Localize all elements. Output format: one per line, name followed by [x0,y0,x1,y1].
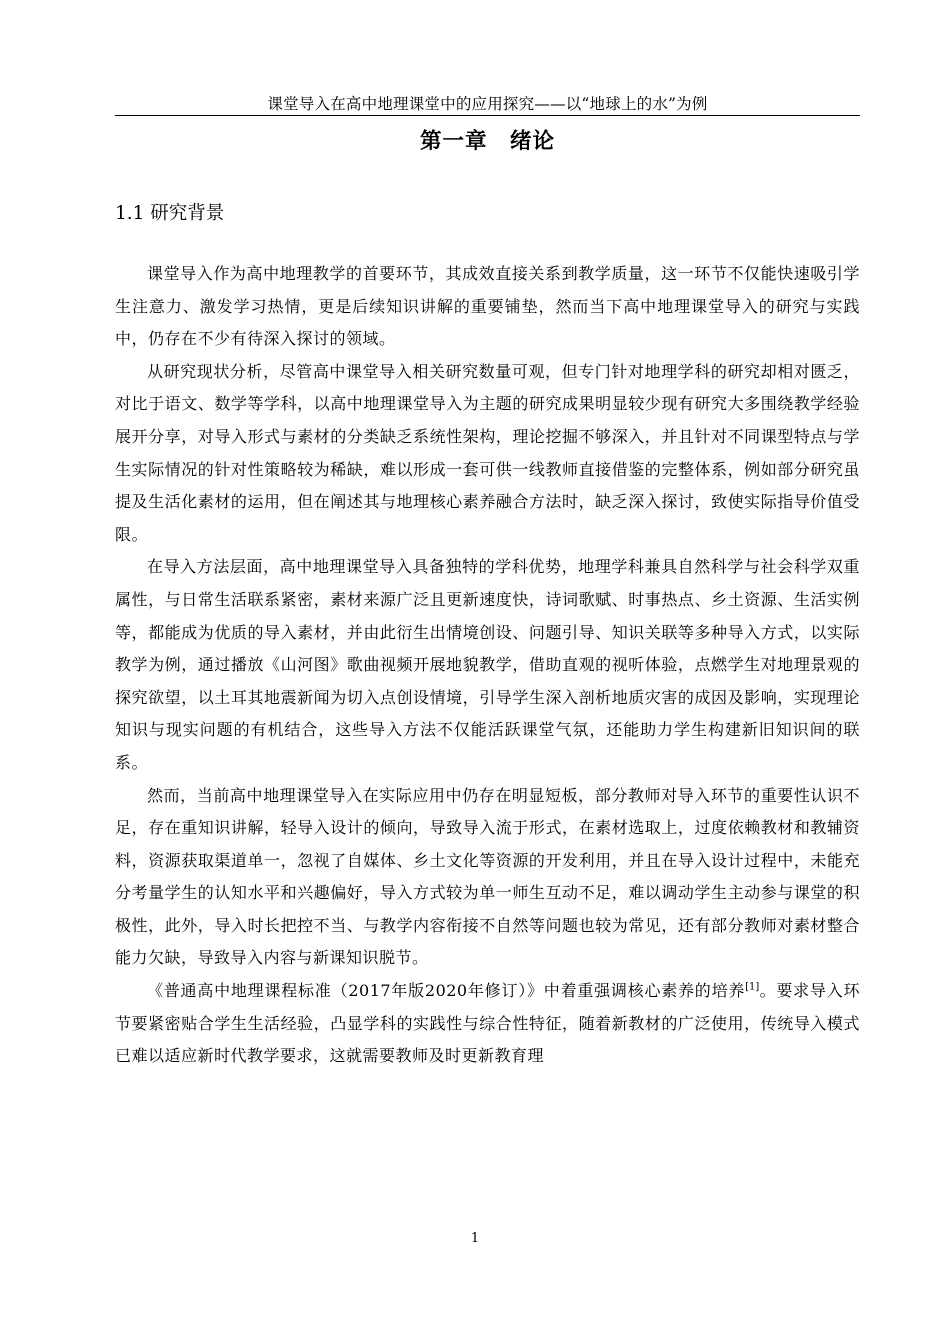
section-heading: 1.1 研究背景 [115,203,225,224]
paragraph-5 [115,975,860,1073]
header-rule [115,115,860,116]
paragraph-1: 课堂导入作为高中地理教学的首要环节，其成效直接关系到教学质量，这一环节不仅能快速吸引学生注意力、激发学习热情，更是后续知识讲解的重要铺垫，然而当下高中地理课堂导入的研究与实践中，仍存在不少有待深入探讨的领域。 [115,264,860,349]
chapter-title: 第一章 绪论 [419,129,555,154]
paragraph-3: 在导入方法层面，高中地理课堂导入具备独特的学科优势，地理学科兼具自然科学与社会科学双重属性，与日常生活联系紧密，素材来源广泛且更新速度快，诗词歌赋、时事热点、乡土资源、生活实例等，都能成为优质的导入素材，并由此衍生出情境创设、问题引导、知识关联等多种导入方式，以实际教学为例，通过播放《山河图》歌曲视频开展地貌教学，借助直观的视听体验，点燃学生对地理景观的探究欲望，以土耳其地震新闻为切入点创设情境，引导学生深入剖析地质灾害的成因及影响，实现理论知识与现实问题的有机结合，这些导入方法不仅能活跃课堂气氛，还能助力学生构建新旧知识间的联系。 [115,557,860,772]
paragraph-4: 然而，当前高中地理课堂导入在实际应用中仍存在明显短板，部分教师对导入环节的重要性认识不足，存在重知识讲解，轻导入设计的倾向，导致导入流于形式，在素材选取上，过度依赖教材和教辅资料，资源获取渠道单一，忽视了自媒体、乡土文化等资源的开发利用，并且在导入设计过程中，未能充分考量学生的认知水平和兴趣偏好，导入方式较为单一师生互动不足，难以调动学生主动参与课堂的积极性，此外，导入时长把控不当、与教学内容衔接不自然等问题也较为常见，还有部分教师对素材整合能力欠缺，导致导入内容与新课知识脱节。 [115,785,860,968]
paragraph-5-text-before-citation: 《普通高中地理课程标准（2017年版2020年修订）》中着重强调核心素养的培养 [147,981,746,1001]
paragraph-5-text-after-citation: 。要求导入环节要紧密贴合学生生活经验，凸显学科的实践性与综合性特征，随着新教材的广泛使用，传统导入模式已难以适应新时代教学要求，这就需要教师及时更新教育理 [115,981,860,1066]
page-number: 1 [470,1231,480,1246]
citation-reference[interactable]: [1] [745,981,760,993]
paragraph-2: 从研究现状分析，尽管高中课堂导入相关研究数量可观，但专门针对地理学科的研究却相对匮乏，对比于语文、数学等学科，以高中地理课堂导入为主题的研究成果明显较少现有研究大多围绕教学经验展开分享，对导入形式与素材的分类缺乏系统性架构，理论挖掘不够深入，并且针对不同课型特点与学生实际情况的针对性策略较为稀缺，难以形成一套可供一线教师直接借鉴的完整体系，例如部分研究虽提及生活化素材的运用，但在阐述其与地理核心素养融合方法时，缺乏深入探讨，致使实际指导价值受限。 [115,361,860,544]
running-header: 课堂导入在高中地理课堂中的应用探究——以“地球上的水”为例 [267,95,708,113]
body-text [115,258,860,1073]
